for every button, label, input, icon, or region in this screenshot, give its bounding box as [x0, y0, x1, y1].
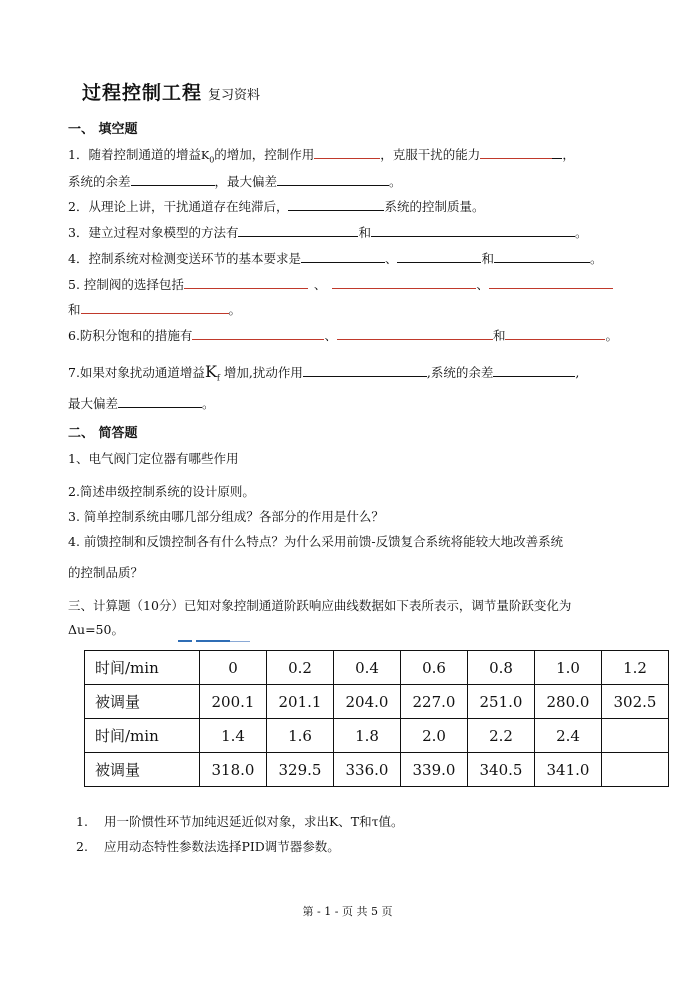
answer-blank[interactable]: [371, 224, 575, 237]
table-cell: [602, 719, 669, 753]
table-cell: 340.5: [468, 753, 535, 787]
answer-blank[interactable]: [131, 173, 215, 186]
answer-blank[interactable]: [397, 250, 481, 263]
decorative-line: [196, 640, 230, 642]
table-row: [85, 753, 669, 787]
answer-blank[interactable]: [238, 224, 358, 237]
answer-blank[interactable]: [192, 327, 324, 340]
short-question-4-line1: 4. 前馈控制和反馈控制各有什么特点？为什么采用前馈-反馈复合系统将能较大地改善系统: [68, 534, 564, 549]
answer-blank[interactable]: [118, 395, 202, 408]
table-cell: 201.1: [267, 685, 334, 719]
table-row: [85, 685, 669, 719]
short-question-4-line2: 的控制品质？: [68, 565, 144, 580]
table-cell: 0: [200, 651, 267, 685]
table-cell: 339.0: [401, 753, 468, 787]
fill-question-7-line2: 最大偏差 。: [68, 396, 215, 411]
table-cell: 0.4: [334, 651, 401, 685]
table-cell: 318.0: [200, 753, 267, 787]
table-row-header: 被调量: [85, 685, 200, 719]
table-cell: 1.6: [267, 719, 334, 753]
table-cell: 0.6: [401, 651, 468, 685]
table-cell: 1.8: [334, 719, 401, 753]
table-cell: 341.0: [535, 753, 602, 787]
calc-subquestion-2: 2. 应用动态特性参数法选择PID调节器参数。: [76, 839, 340, 854]
table-cell: 204.0: [334, 685, 401, 719]
table-cell: [602, 753, 669, 787]
table-row: [85, 651, 669, 685]
table-row-header: 时间/min: [85, 719, 200, 753]
step-response-table: [84, 650, 669, 787]
fill-question-7-line1: 7.如果对象扰动通道增益$K_f$ 增加,扰动作用 ,系统的余差 ,: [68, 362, 580, 383]
answer-blank[interactable]: [505, 327, 605, 340]
calc-question-intro-cont: Δu=50。: [68, 622, 124, 637]
table-cell: 227.0: [401, 685, 468, 719]
answer-blank[interactable]: [494, 250, 590, 263]
table-cell: 329.5: [267, 753, 334, 787]
table-cell: 280.0: [535, 685, 602, 719]
table-cell: 302.5: [602, 685, 669, 719]
table-cell: 0.8: [468, 651, 535, 685]
table-row: [85, 719, 669, 753]
table-cell: 1.0: [535, 651, 602, 685]
fill-question-5-line1: 5. 控制阀的选择包括 、 、: [68, 275, 613, 293]
decorative-line: [230, 641, 250, 642]
answer-blank[interactable]: [337, 327, 493, 340]
document-title: 过程控制工程: [82, 82, 203, 104]
fill-question-1-line1: 1．随着控制通道的增益$K_0$的增加，控制作用 ，克服干扰的能力 ，: [68, 147, 575, 165]
fill-question-2: 2．从理论上讲，干扰通道存在纯滞后， 系统的控制质量。: [68, 199, 485, 214]
section2-heading: 二、 简答题: [68, 426, 138, 441]
answer-blank[interactable]: [314, 146, 380, 159]
answer-blank[interactable]: [277, 173, 389, 186]
fill-question-1-line2: 系统的余差 ，最大偏差 。: [68, 174, 402, 189]
document-subtitle: 复习资料: [208, 88, 261, 103]
answer-blank[interactable]: [480, 146, 552, 159]
answer-blank[interactable]: [301, 250, 385, 263]
answer-blank[interactable]: [288, 198, 384, 211]
fill-question-6: 6.防积分饱和的措施有 、 和 。: [68, 328, 618, 343]
table-cell: 200.1: [200, 685, 267, 719]
table-cell: 2.0: [401, 719, 468, 753]
table-cell: 251.0: [468, 685, 535, 719]
fill-question-4: 4．控制系统对检测变送环节的基本要求是 、 和 。: [68, 251, 603, 266]
table-cell: 0.2: [267, 651, 334, 685]
answer-blank[interactable]: [184, 276, 308, 289]
table-cell: 336.0: [334, 753, 401, 787]
table-cell: 2.2: [468, 719, 535, 753]
answer-blank[interactable]: [81, 301, 229, 314]
page-footer: 第 - 1 - 页 共 5 页: [302, 905, 393, 918]
short-question-1: 1、电气阀门定位器有哪些作用: [68, 451, 239, 466]
short-question-3: 3. 简单控制系统由哪几部分组成？各部分的作用是什么？: [68, 509, 384, 524]
fill-question-3: 3．建立过程对象模型的方法有 和 。: [68, 225, 588, 240]
fill-question-5-line2: 和 。: [68, 302, 242, 317]
answer-blank[interactable]: [489, 276, 613, 289]
short-question-2: 2.简述串级控制系统的设计原则。: [68, 484, 255, 499]
answer-blank[interactable]: [332, 276, 476, 289]
table-cell: 1.4: [200, 719, 267, 753]
decorative-line: [178, 640, 192, 642]
section1-heading: 一、 填空题: [68, 122, 138, 137]
table-cell: 2.4: [535, 719, 602, 753]
answer-blank[interactable]: [493, 364, 575, 377]
table-row-header: 被调量: [85, 753, 200, 787]
table-row-header: 时间/min: [85, 651, 200, 685]
calc-subquestion-1: 1. 用一阶惯性环节加纯迟延近似对象，求出K、T和τ值。: [76, 814, 404, 829]
calc-question-intro: 三、计算题（10分）已知对象控制通道阶跃响应曲线数据如下表所表示，调节量阶跃变化为: [68, 598, 572, 613]
table-cell: 1.2: [602, 651, 669, 685]
answer-blank[interactable]: [303, 364, 427, 377]
